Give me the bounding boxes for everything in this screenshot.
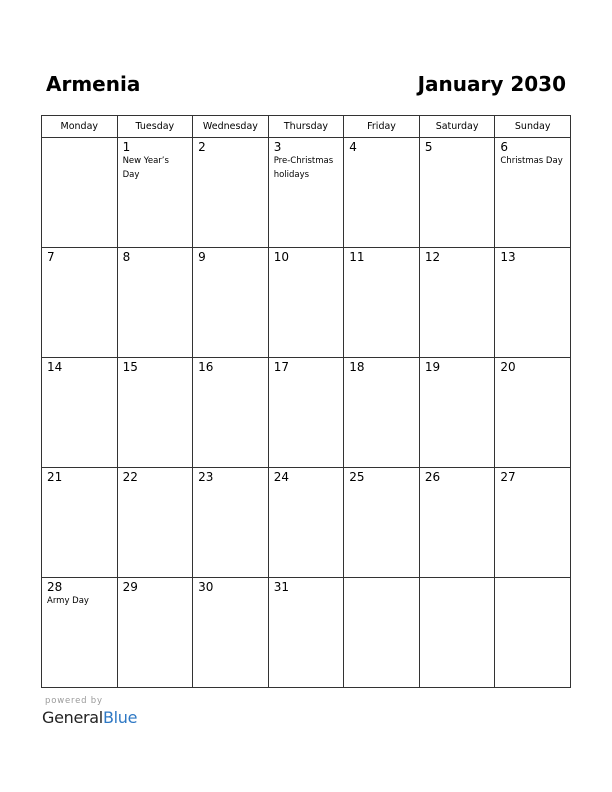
day-number: 22 <box>122 470 138 484</box>
day-cell <box>419 468 495 578</box>
weekday-tuesday: Tuesday <box>117 116 193 138</box>
day-cell <box>268 578 344 688</box>
week-row <box>42 248 571 358</box>
weekday-monday: Monday <box>42 116 118 138</box>
day-number: 21 <box>47 470 63 484</box>
day-number: 18 <box>349 360 365 374</box>
day-cell <box>495 138 571 248</box>
day-number: 26 <box>424 470 441 484</box>
day-cell <box>42 248 118 358</box>
day-cell <box>344 138 420 248</box>
day-number: 29 <box>122 580 138 594</box>
day-cell <box>193 578 269 688</box>
day-number: 30 <box>198 580 214 594</box>
day-cell <box>42 358 118 468</box>
powered-by-label: powered by <box>45 696 103 706</box>
weekday-thursday: Thursday <box>268 116 344 138</box>
day-cell <box>117 358 193 468</box>
week-row <box>42 578 571 688</box>
day-cell <box>117 578 193 688</box>
day-cell <box>344 248 420 358</box>
day-number: 8 <box>122 250 131 264</box>
day-cell <box>419 138 495 248</box>
calendar-grid <box>41 115 571 688</box>
day-number: 3 <box>273 140 282 154</box>
day-number: 11 <box>349 250 365 264</box>
day-number: 7 <box>47 250 55 264</box>
day-cell <box>42 138 118 248</box>
day-cell <box>268 248 344 358</box>
day-number: 12 <box>424 250 441 264</box>
day-cell <box>268 138 344 248</box>
day-number: 28 <box>47 580 63 594</box>
holiday-label: Christmas Day <box>500 156 563 166</box>
week-row <box>42 468 571 578</box>
day-number: 31 <box>273 580 289 594</box>
day-number: 23 <box>198 470 214 484</box>
brand-name-blue: Blue <box>102 708 138 727</box>
holiday-label: Army Day <box>47 596 89 606</box>
day-cell <box>193 468 269 578</box>
day-cell <box>419 578 495 688</box>
day-number: 1 <box>122 140 131 154</box>
day-cell <box>419 248 495 358</box>
day-cell <box>268 468 344 578</box>
day-cell <box>117 248 193 358</box>
brand-name-general: General <box>42 708 103 727</box>
day-number: 19 <box>424 360 441 374</box>
day-cell <box>495 578 571 688</box>
day-number: 20 <box>500 360 516 374</box>
week-row <box>42 358 571 468</box>
day-number: 27 <box>500 470 516 484</box>
day-cell <box>42 468 118 578</box>
day-number: 6 <box>500 140 509 154</box>
day-cell <box>344 468 420 578</box>
day-cell <box>495 248 571 358</box>
day-cell <box>42 578 118 688</box>
day-cell <box>419 358 495 468</box>
weekday-wednesday: Wednesday <box>193 116 269 138</box>
generalblue-logo[interactable] <box>42 707 137 729</box>
day-number: 15 <box>122 360 138 374</box>
day-number: 4 <box>349 140 357 154</box>
day-number <box>42 138 117 140</box>
month-title: January 2030 <box>417 72 566 96</box>
day-cell <box>117 468 193 578</box>
holiday-label: New Year’s Day <box>122 156 169 180</box>
day-number: 10 <box>273 250 289 264</box>
day-number: 9 <box>198 250 206 264</box>
country-title: Armenia <box>46 72 141 96</box>
day-cell <box>193 358 269 468</box>
day-number: 25 <box>349 470 365 484</box>
day-number: 13 <box>500 250 516 264</box>
day-number: 16 <box>198 360 214 374</box>
day-cell <box>495 468 571 578</box>
weekday-saturday: Saturday <box>419 116 495 138</box>
day-cell <box>268 358 344 468</box>
day-number: 24 <box>273 470 289 484</box>
day-number: 5 <box>424 140 433 154</box>
day-number: 17 <box>273 360 289 374</box>
day-cell <box>117 138 193 248</box>
day-number: 14 <box>47 360 63 374</box>
day-cell <box>344 358 420 468</box>
day-cell <box>344 578 420 688</box>
holiday-label: Pre-Christmas holidays <box>273 156 334 180</box>
day-number: 2 <box>198 140 206 154</box>
weekday-sunday: Sunday <box>495 116 571 138</box>
day-number <box>344 578 419 580</box>
week-row <box>42 138 571 248</box>
weekday-header-row <box>42 116 571 138</box>
day-cell <box>193 248 269 358</box>
day-number <box>420 578 495 580</box>
day-cell <box>193 138 269 248</box>
day-number <box>495 578 570 580</box>
day-cell <box>495 358 571 468</box>
weekday-friday: Friday <box>344 116 420 138</box>
